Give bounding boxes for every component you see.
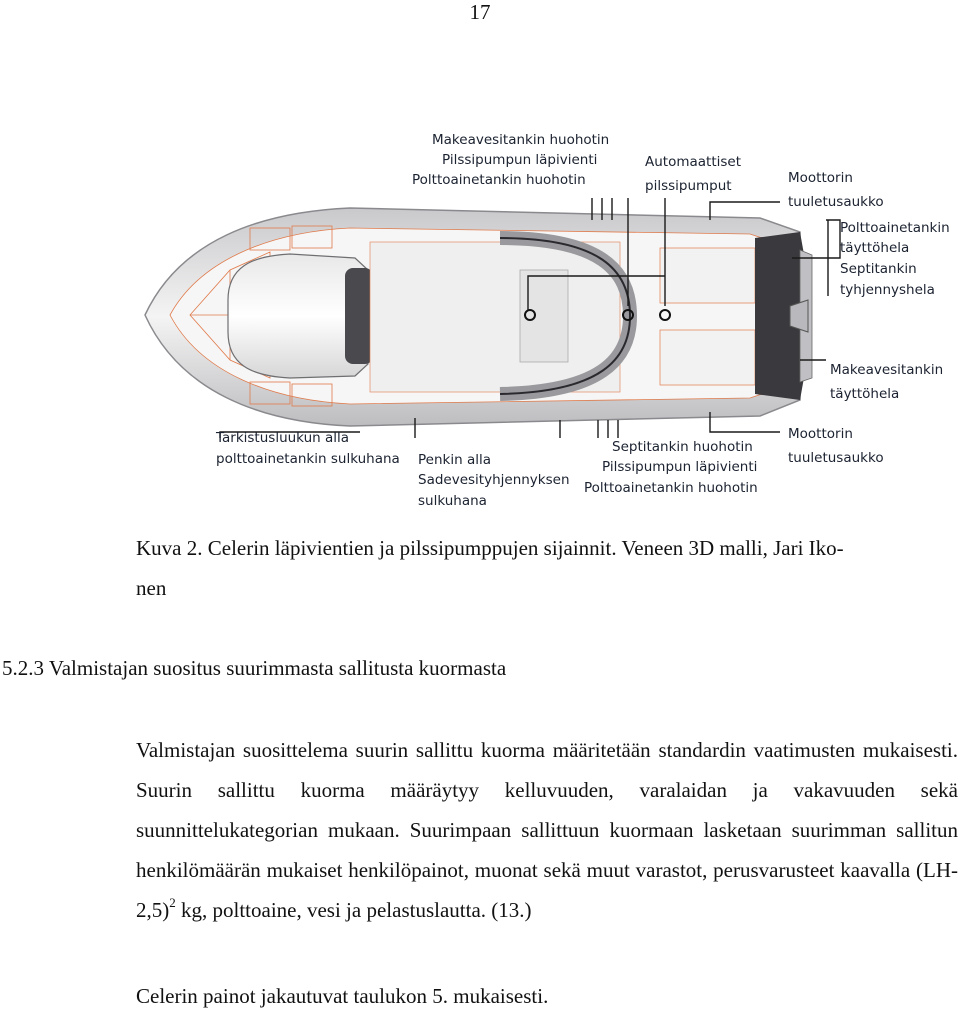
- windshield: [345, 268, 373, 364]
- label-tyhjennyshela: tyhjennyshela: [840, 282, 935, 298]
- label-pilssi-lapivienti-top: Pilssipumpun läpivienti: [442, 152, 598, 168]
- label-tayttohela-water: täyttöhela: [830, 386, 900, 402]
- label-moottorin-top: Moottorin: [788, 170, 853, 186]
- closing-line: Celerin painot jakautuvat taulukon 5. mukaisesti.: [136, 984, 549, 1008]
- label-penkin-alla: Penkin alla: [418, 452, 491, 468]
- caption-line-1: Kuva 2. Celerin läpivientien ja pilssipumppujen sijainnit. Veneen 3D malli, Jari Iko-: [136, 536, 844, 560]
- label-pilssipumput: pilssipumput: [645, 178, 732, 194]
- label-makeavesitankin-right: Makeavesitankin: [830, 362, 944, 378]
- superscript-two: 2: [169, 895, 176, 910]
- label-top-left: [412, 132, 609, 188]
- outboard: [790, 300, 808, 332]
- label-tuuletusaukko-top: tuuletusaukko: [788, 194, 884, 210]
- body-paragraph: [136, 730, 958, 930]
- label-makeavesi-huohotin: Makeavesitankin huohotin: [432, 132, 610, 148]
- figure-caption: [136, 528, 951, 608]
- section-heading: 5.2.3 Valmistajan suositus suurimmasta sallitusta kuormasta: [2, 656, 507, 680]
- label-tarkistusluukun: Tarkistusluukun alla: [216, 430, 350, 446]
- label-moottorin-bottom: Moottorin: [788, 426, 853, 442]
- caption-line-2: nen: [136, 576, 167, 600]
- label-tayttohela-fuel: täyttöhela: [840, 240, 910, 256]
- boat-diagram: [140, 120, 960, 520]
- label-polttoaine-huohotin-top: Polttoainetankin huohotin: [412, 172, 586, 188]
- cockpit-floor: [370, 242, 620, 392]
- page-number: 17: [469, 0, 491, 24]
- label-tuuletusaukko-bottom: tuuletusaukko: [788, 450, 884, 466]
- boat-figure: [140, 120, 960, 520]
- paragraph-text-end: kg, polttoaine, vesi ja pelastuslautta. (13.): [175, 898, 532, 922]
- paragraph-text: Valmistajan suosittelema suurin sallittu kuorma määritetään standardin vaatimusten mukaisesti. Suurin sallittu kuorma määräytyy kelluvuuden, varalaidan ja vakavuuden sekä suunnittelukategorian mukaan. Suurimpaan sallittuun kuormaan lasketaan suurimman sallitun henkilömäärän mukaiset henkilöpainot, muonat sekä muut varastot, perusvarusteet kaavalla (LH-2,5): [136, 738, 958, 922]
- label-septitankin-huohotin: Septitankin huohotin: [612, 439, 753, 455]
- label-sulkuhana-bench: sulkuhana: [418, 493, 487, 509]
- label-automaattiset: Automaattiset: [645, 154, 742, 170]
- label-polttoaine-huohotin-bottom: Polttoainetankin huohotin: [584, 480, 758, 496]
- label-sulkuhana-fuel: polttoainetankin sulkuhana: [216, 451, 400, 467]
- label-pilssi-lapivienti-bottom: Pilssipumpun läpivienti: [602, 459, 758, 475]
- label-polttoainetankin: Polttoainetankin: [840, 220, 950, 236]
- label-septitankin: Septitankin: [840, 261, 917, 277]
- label-sadevesi: Sadevesityhjennyksen: [418, 472, 570, 488]
